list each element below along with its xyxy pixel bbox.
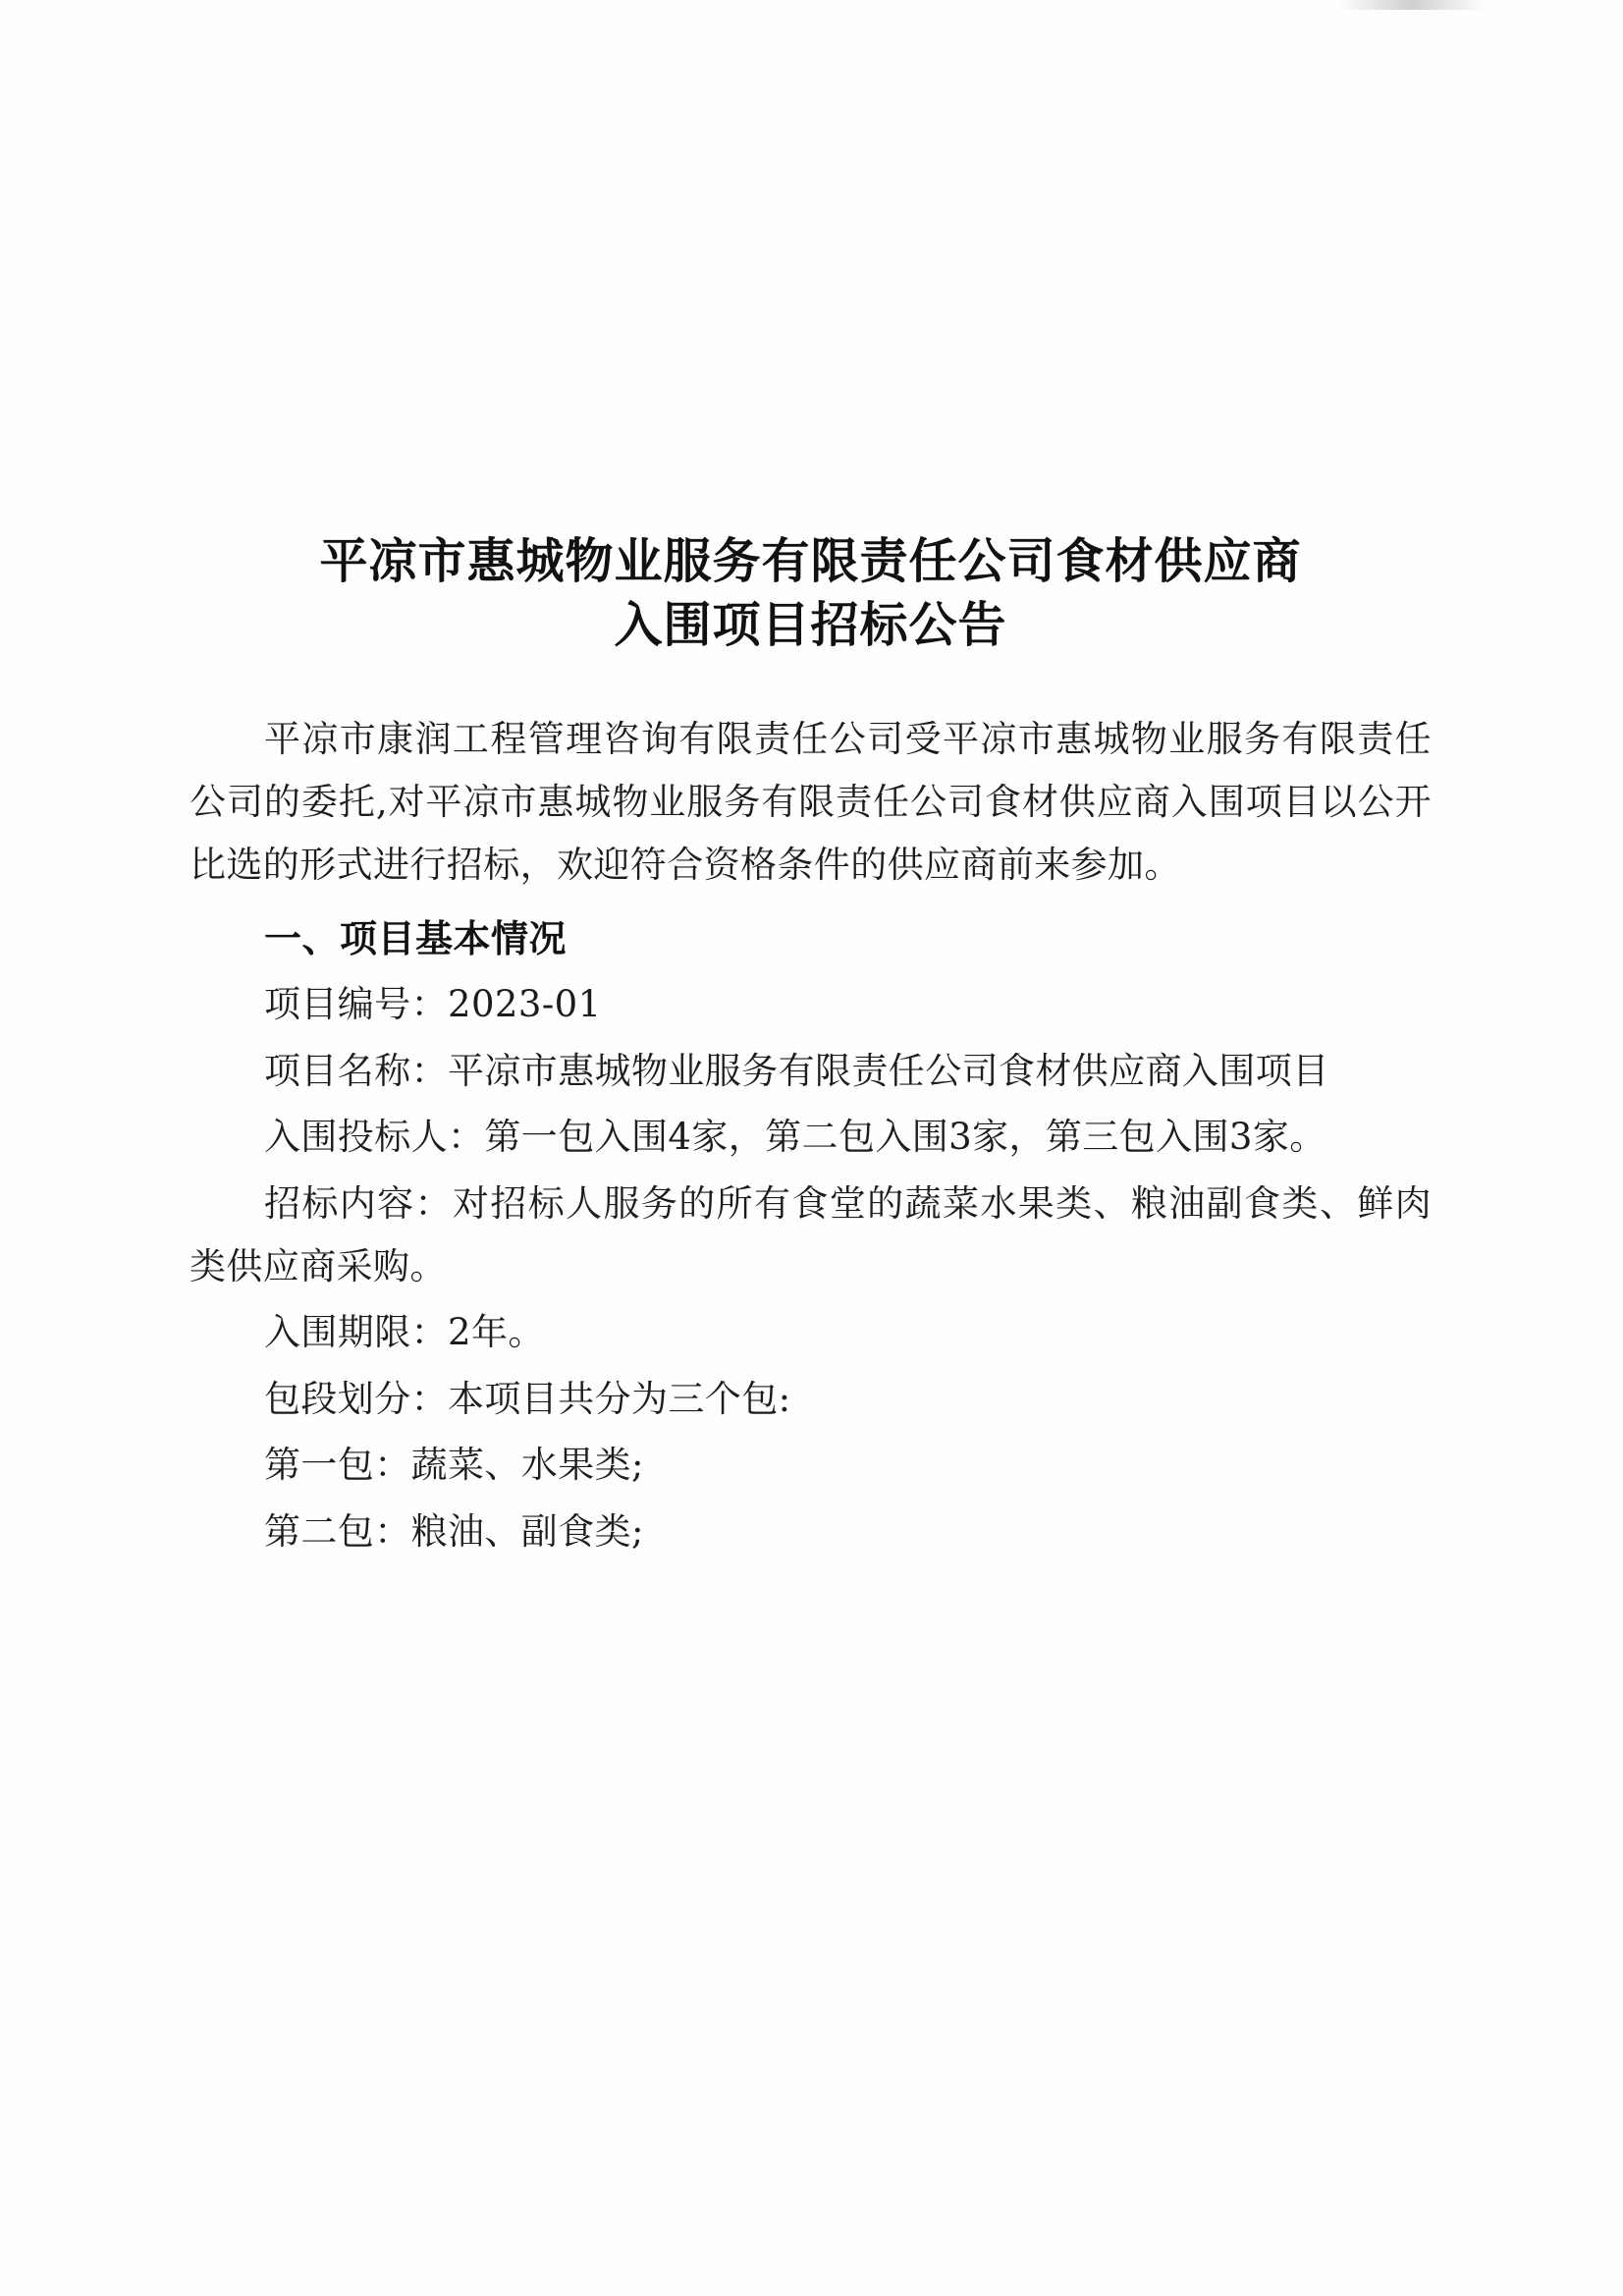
paragraph-project-number: 项目编号：2023-01: [264, 983, 602, 1026]
page-title: [189, 0, 1432, 657]
paragraph-tender-content: 招标内容：对招标人服务的所有食堂的蔬菜水果类、粮油副食类、鲜肉类供应商采购。: [189, 1181, 1432, 1287]
document-body: [189, 708, 1432, 1562]
section-heading-project-overview: 一、项目基本情况: [264, 917, 568, 961]
paragraph-package-two: 第二包：粮油、副食类;: [264, 1510, 644, 1554]
document-content: [189, 0, 1432, 1567]
page-title-line-1: 平凉市惠城物业服务有限责任公司食材供应商: [319, 533, 1302, 589]
paragraph-term: 入围期限：2年。: [264, 1311, 545, 1354]
paragraph-project-name: 项目名称：平凉市惠城物业服务有限责任公司食材供应商入围项目: [264, 1049, 1329, 1092]
paragraph-shortlisted-bidders: 入围投标人：第一包入围4家，第二包入围3家，第三包入围3家。: [264, 1116, 1326, 1159]
paragraph-package-division: 包段划分：本项目共分为三个包:: [264, 1377, 791, 1420]
page-title-line-2: 入围项目招标公告: [614, 596, 1007, 653]
paragraph-package-one: 第一包：蔬菜、水果类;: [264, 1444, 644, 1487]
intro-paragraph: 平凉市康润工程管理咨询有限责任公司受平凉市惠城物业服务有限责任公司的委托,对平凉市惠城物业服务有限责任公司食材供应商入围项目以公开比选的形式进行招标，欢迎符合资格条件的供应商前来参加。: [189, 718, 1432, 886]
